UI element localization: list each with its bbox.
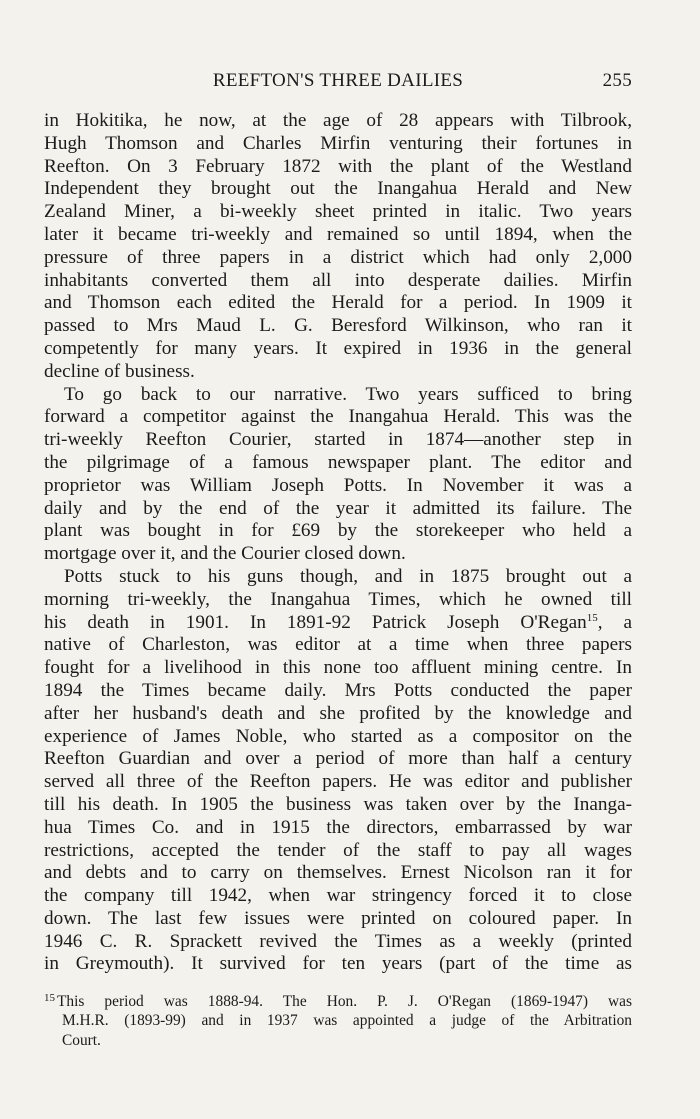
footnote-marker: 15: [44, 992, 55, 1004]
text-line: later it became tri-weekly and remained so until 1894, when the: [44, 223, 632, 245]
text-line: proprietor was William Joseph Potts. In November it was a: [44, 474, 632, 496]
text-line: in Greymouth). It survived for ten years (part of the time as: [44, 953, 632, 975]
text-line: in Hokitika, he now, at the age of 28 appears with Tilbrook,: [44, 110, 632, 131]
text-line: till his death. In 1905 the business was taken over by the Inanga-: [44, 793, 632, 815]
text-line: morning tri-weekly, the Inangahua Times, which he owned till: [44, 588, 632, 610]
text-line: experience of James Noble, who started as a compositor on the: [44, 725, 632, 747]
text-line: restrictions, accepted the tender of the staff to pay all wages: [44, 839, 632, 861]
text-line: plant was bought in for £69 by the storekeeper who held a: [44, 520, 632, 542]
text-line: 1946 C. R. Sprackett revived the Times as a weekly (printed: [44, 930, 632, 952]
text-line: after her husband's death and she profited by the knowledge and: [44, 702, 632, 724]
text-line: the pilgrimage of a famous newspaper plant. The editor and: [44, 451, 632, 473]
footnote-reference: 15: [586, 611, 598, 624]
text-line: Zealand Miner, a bi-weekly sheet printed in italic. Two years: [44, 201, 632, 223]
text-line: served all three of the Reefton papers. He was editor and publisher: [44, 771, 632, 793]
text-line: passed to Mrs Maud L. G. Beresford Wilkinson, who ran it: [44, 315, 632, 337]
text-line: decline of business.: [44, 360, 195, 382]
text-line: mortgage over it, and the Courier closed down.: [44, 543, 406, 565]
text-line: fought for a livelihood in this none too affluent mining centre. In: [44, 657, 632, 679]
text-line: daily and by the end of the year it admitted its failure. The: [44, 497, 632, 519]
text-line: down. The last few issues were printed on coloured paper. In: [44, 907, 632, 929]
text-line: 1894 the Times became daily. Mrs Potts conducted the paper: [44, 679, 632, 701]
text-line: inhabitants converted them all into desperate dailies. Mirfin: [44, 269, 632, 291]
footnote: [44, 992, 632, 1050]
text-line: Independent they brought out the Inangahua Herald and New: [44, 178, 632, 200]
text-line: pressure of three papers in a district which had only 2,000: [44, 246, 632, 268]
text-line: competently for many years. It expired in 1936 in the general: [44, 337, 632, 359]
footnote-line: Court.: [62, 1031, 101, 1049]
body-text: [44, 110, 632, 976]
text-line: Reefton Guardian and over a period of more than half a century: [44, 748, 632, 770]
text-line: Hugh Thomson and Charles Mirfin venturing their fortunes in: [44, 132, 632, 154]
text-line: To go back to our narrative. Two years sufficed to bring: [64, 383, 632, 405]
page-number: 255: [602, 70, 632, 91]
text-line: the company till 1942, when war stringency forced it to close: [44, 885, 632, 907]
text-line: and Thomson each edited the Herald for a period. In 1909 it: [44, 292, 632, 314]
running-title: REEFTON'S THREE DAILIES: [212, 70, 464, 91]
text-line: forward a competitor against the Inangahua Herald. This was the: [44, 406, 632, 428]
text-line: and debts and to carry on themselves. Ernest Nicolson ran it for: [44, 862, 632, 884]
text-line: hua Times Co. and in 1915 the directors, embarrassed by war: [44, 816, 632, 838]
footnote-line: M.H.R. (1893-99) and in 1937 was appointed a judge of the Arbitration: [62, 1012, 632, 1030]
text-line: Potts stuck to his guns though, and in 1875 brought out a: [64, 565, 632, 587]
text-line: Reefton. On 3 February 1872 with the plant of the Westland: [44, 155, 632, 177]
text-line: tri-weekly Reefton Courier, started in 1874—another step in: [44, 429, 632, 451]
footnote-line: $^{15}$ This period was 1888-94. The Hon. P. J. O'Regan (1869-1947) was: [44, 992, 632, 1010]
text-line: his death in 1901. In 1891-92 Patrick Joseph O'Regan$^{15}$, a: [44, 611, 632, 633]
text-line: native of Charleston, was editor at a time when three papers: [44, 634, 632, 656]
